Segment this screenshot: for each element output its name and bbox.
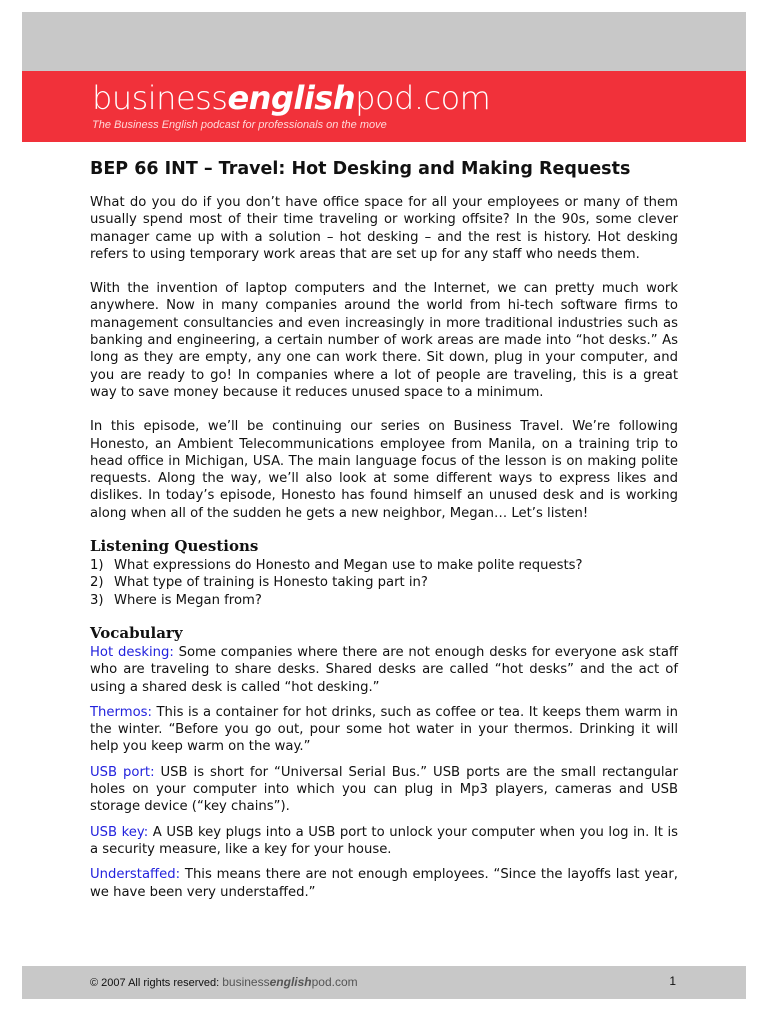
- vocab-definition: A USB key plugs into a USB port to unlock your computer when you log in. It is a security measure, like a key for your house.: [90, 824, 678, 857]
- logo-part-english: english: [227, 79, 356, 117]
- question-text: Where is Megan from?: [114, 592, 262, 608]
- intro-paragraph-1: What do you do if you don’t have office space for all your employees or many of them usually spend most of their time traveling or working offsite? In the 90s, some clever manager came up with a solution – hot desking – and the rest is history. Hot desking refers to using temporary work areas that are set up for any staff who needs them.: [90, 195, 678, 262]
- vocab-entry: [90, 824, 678, 859]
- vocab-term: Hot desking:: [90, 644, 174, 660]
- footer-logo[interactable]: [222, 975, 357, 989]
- vocab-entry: [90, 644, 678, 696]
- page-footer: [22, 966, 746, 999]
- vocab-entry: [90, 866, 678, 901]
- vocab-definition: USB is short for “Universal Serial Bus.” USB ports are the small rectangular holes on your computer into which you can plug in Mp3 players, cameras and USB storage device (“key chains”).: [90, 764, 678, 815]
- vocab-definition: Some companies where there are not enough desks for everyone ask staff who are traveling to share desks. Shared desks are called “hot desks” and the act of using a shared desk is called “hot desking.”: [90, 644, 678, 695]
- logo-part-business: business: [92, 79, 228, 117]
- list-item: [90, 574, 678, 591]
- question-number: 2): [90, 575, 104, 591]
- vocab-entry: [90, 704, 678, 756]
- vocab-definition: This means there are not enough employees. “Since the layoffs last year, we have been very understaffed.”: [90, 867, 678, 900]
- listening-questions-list: [90, 557, 678, 609]
- question-number: 1): [90, 558, 104, 574]
- header-grey-band: [22, 12, 746, 71]
- document-content: [90, 158, 678, 909]
- footer-logo-part-english: english: [269, 975, 312, 989]
- header-banner: [22, 71, 746, 142]
- vocab-term: Thermos:: [90, 704, 152, 720]
- vocab-definition: This is a container for hot drinks, such as coffee or tea. It keeps them warm in the winter. “Before you go out, pour some hot water in your thermos. Drinking it will help you keep warm on the way.”: [90, 704, 678, 755]
- footer-logo-part-pod: pod.com: [311, 975, 358, 989]
- vocab-term: USB port:: [90, 764, 155, 780]
- list-item: [90, 557, 678, 574]
- page-number: 1: [669, 974, 676, 988]
- site-tagline: The Business English podcast for professionals on the move: [92, 119, 387, 131]
- question-number: 3): [90, 592, 104, 608]
- site-logo[interactable]: [92, 79, 490, 117]
- list-item: [90, 592, 678, 609]
- intro-paragraph-2: With the invention of laptop computers and the Internet, we can pretty much work anywhere. Now in many companies around the world from hi-tech software firms to management consultancies and even increasingly in more traditional industries such as banking and engineering, a certain number of work areas are made into “hot desks.” As long as they are empty, any one can work there. Sit down, plug in your computer, and you are ready to go! In companies where a lot of people are traveling, this is a great way to save money because it reduces unused space to a minimum.: [90, 281, 678, 400]
- vocabulary-heading: Vocabulary: [90, 623, 183, 642]
- vocab-entry: [90, 764, 678, 816]
- intro-paragraph-3: In this episode, we’ll be continuing our series on Business Travel. We’re following Honesto, an Ambient Telecommunications employee from Manila, on a training trip to head office in Michigan, USA. The main language focus of the lesson is on making polite requests. Along the way, we’ll also look at some different ways to express likes and dislikes. In today’s episode, Honesto has found himself an unused desk and is working along when all of the sudden he gets a new neighbor, Megan… Let’s listen!: [90, 419, 678, 521]
- copyright-text: © 2007 All rights reserved:: [90, 977, 223, 989]
- logo-part-pod: pod.com: [355, 79, 491, 117]
- document-title: BEP 66 INT – Travel: Hot Desking and Making Requests: [90, 159, 631, 179]
- listening-questions-heading: Listening Questions: [90, 537, 259, 556]
- question-text: What type of training is Honesto taking part in?: [114, 575, 428, 591]
- footer-copyright: [90, 975, 358, 989]
- footer-logo-part-business: business: [222, 975, 270, 989]
- vocab-term: Understaffed:: [90, 867, 181, 883]
- question-text: What expressions do Honesto and Megan use to make polite requests?: [114, 558, 583, 574]
- vocab-term: USB key:: [90, 824, 149, 840]
